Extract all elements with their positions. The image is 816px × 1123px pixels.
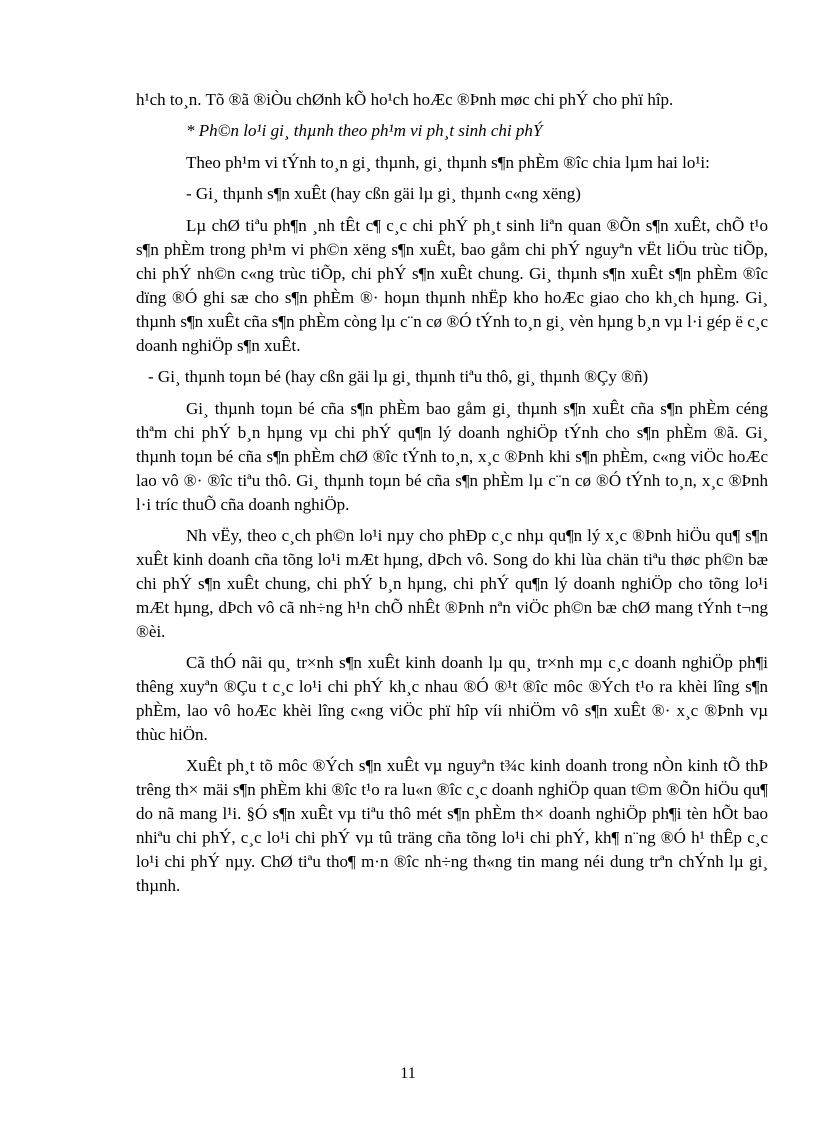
paragraph-intro: Theo ph¹m vi tÝnh to¸n gi¸ thµnh, gi¸ thµnh s¶n phÈm ®îc chia lµm hai lo¹i: [186, 153, 710, 172]
paragraph-conclusion: XuÊt ph¸t tõ môc ®Ých s¶n xuÊt vµ nguyªn t¾c kinh doanh trong nÒn kinh tÕ thÞ trêng th× mäi s¶n phÈm khi ®îc t¹o ra lu«n ®îc c¸c doanh nghiÖp quan t©m ®Õn hiÖu qu¶ do nã mang l¹i. §Ó s¶n xuÊt vµ tiªu thô mét s¶n phÈm th× doanh nghiÖp ph¶i tèn hÕt bao nhiªu chi phÝ, c¸c lo¹i chi phÝ vµ tû träng cña tõng lo¹i chi phÝ, kh¶ n¨ng ®Ó h¹ thÊp c¸c lo¹i chi phÝ nµy. ChØ tiªu tho¶ m·n ®îc nh÷ng th«ng tin mang néi dung trªn chÝnh lµ gi¸ thµnh. [136, 756, 768, 895]
list-item-total-cost: - Gi¸ thµnh toµn bé (hay cßn gäi lµ gi¸ thµnh tiªu thô, gi¸ thµnh ®Çy ®ñ) [148, 367, 649, 386]
paragraph-total-cost: Gi¸ thµnh toµn bé cña s¶n phÈm bao gåm gi¸ thµnh s¶n xuÊt cña s¶n phÈm céng thªm chi phÝ b¸n hµng vµ chi phÝ qu¶n lý doanh nghiÖp tÝnh cho s¶n phÈm ®ã. Gi¸ thµnh toµn bé cña s¶n phÈm chØ ®îc tÝnh to¸n, x¸c ®Þnh khi s¶n phÈm, c«ng viÖc hoÆc lao vô ®· ®îc tiªu thô. Gi¸ thµnh toµn bé cña s¶n phÈm lµ c¨n cø ®Ó tÝnh to¸n, x¸c ®Þnh l·i tríc thuÕ cña doanh nghiÖp. [136, 399, 768, 514]
paragraph-production-cost: Lµ chØ tiªu ph¶n ¸nh tÊt c¶ c¸c chi phÝ ph¸t sinh liªn quan ®Õn s¶n xuÊt, chÕ t¹o s¶n phÈm trong ph¹m vi ph©n xëng s¶n xuÊt, bao gåm chi phÝ nguyªn vËt liÖu trùc tiÕp, chi phÝ nh©n c«ng trùc tiÕp, chi phÝ s¶n xuÊt chung. Gi¸ thµnh s¶n xuÊt s¶n phÈm ®îc dïng ®Ó ghi sæ cho s¶n phÈm ®· hoµn thµnh nhËp kho hoÆc giao cho kh¸ch hµng. Gi¸ thµnh s¶n xuÊt cña s¶n phÈm còng lµ c¨n cø ®Ó tÝnh to¸n gi¸ vèn hµng b¸n vµ l·i gép ë c¸c doanh nghiÖp s¶n xuÊt. [136, 216, 768, 355]
list-item-production-cost: - Gi¸ thµnh s¶n xuÊt (hay cßn gäi lµ gi¸ thµnh c«ng xëng) [186, 184, 581, 203]
paragraph-business-process: Cã thÓ nãi qu¸ tr×nh s¶n xuÊt kinh doanh lµ qu¸ tr×nh mµ c¸c doanh nghiÖp ph¶i thêng xuyªn ®Çu t c¸c lo¹i chi phÝ kh¸c nhau ®Ó ®¹t ®îc môc ®Ých t¹o ra khèi lîng s¶n phÈm, lao vô hoÆc khèi lîng c«ng viÖc phï hîp víi nhiÖm vô s¶n xuÊt ®· x¸c ®Þnh vµ thùc hiÖn. [136, 653, 768, 744]
paragraph-classification: Nh vËy, theo c¸ch ph©n lo¹i nµy cho phÐp c¸c nhµ qu¶n lý x¸c ®Þnh hiÖu qu¶ s¶n xuÊt kinh doanh cña tõng lo¹i mÆt hµng, dÞch vô. Song do khi lùa chän tiªu thøc ph©n bæ chi phÝ s¶n xuÊt chung, chi phÝ b¸n hµng, chi phÝ qu¶n lý doanh nghiÖp cho tõng lo¹i mÆt hµng, dÞch vô cã nh÷ng h¹n chÕ nhÊt ®Þnh nªn viÖc ph©n bæ chØ mang tÝnh t¬ng ®èi. [136, 526, 768, 641]
body-text [136, 88, 768, 905]
page-number: 11 [400, 1065, 416, 1082]
paragraph-continuation: h¹ch to¸n. Tõ ®ã ®iÒu chØnh kÕ ho¹ch hoÆc ®Þnh møc chi phÝ cho phï hîp. [136, 90, 674, 109]
section-subheading: * Ph©n lo¹i gi¸ thµnh theo ph¹m vi ph¸t sinh chi phÝ [186, 121, 543, 140]
